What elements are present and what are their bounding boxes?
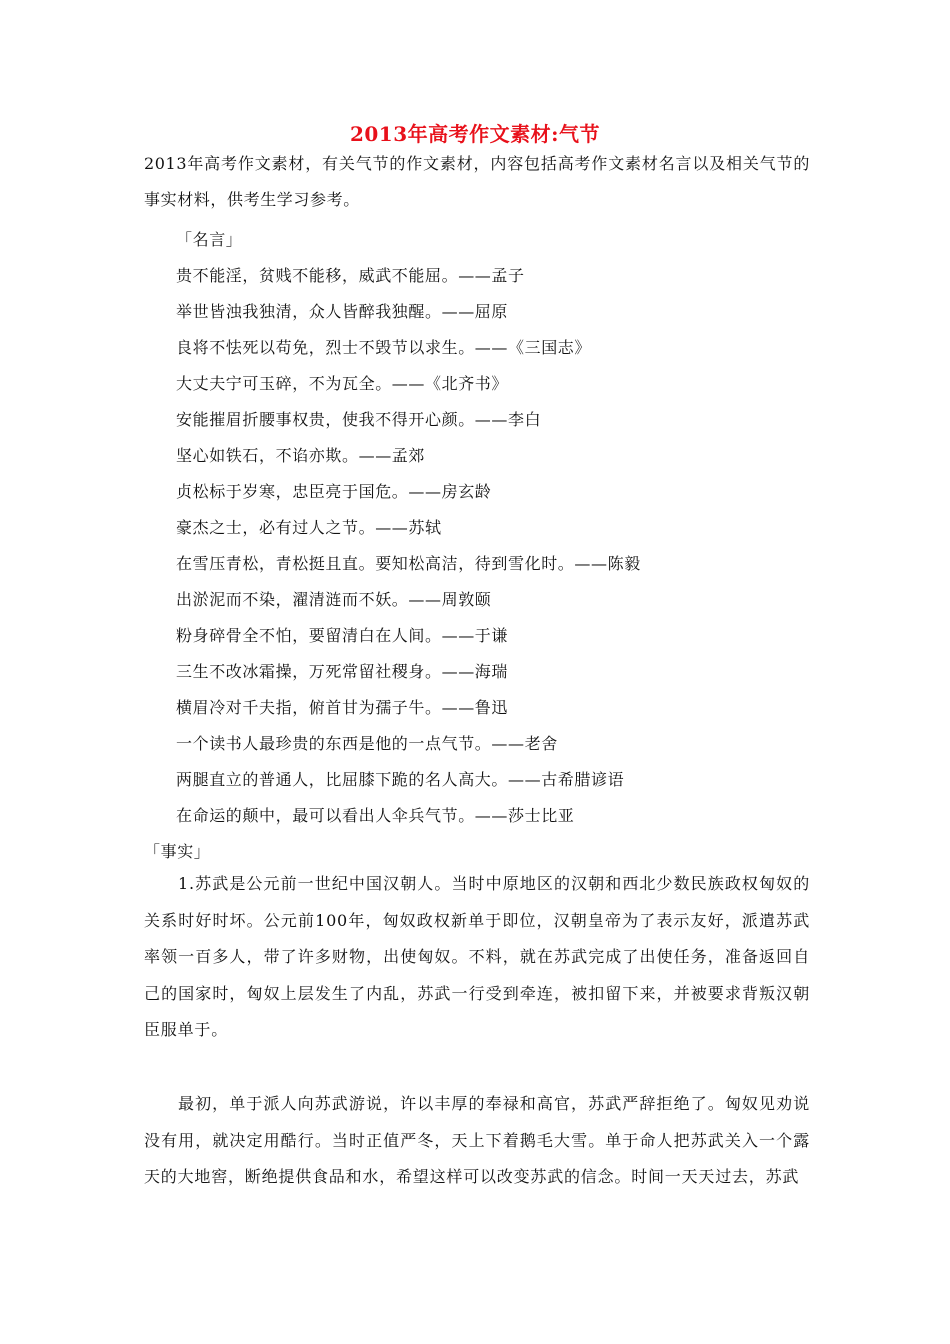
- quote-line: 出淤泥而不染，濯清涟而不妖。——周敦颐: [176, 590, 492, 609]
- quote-line: 豪杰之士，必有过人之节。——苏轼: [176, 518, 442, 537]
- quote-line: 坚心如铁石，不谄亦欺。——孟郊: [176, 446, 426, 465]
- quote-line: 在命运的颠中，最可以看出人伞兵气节。——莎士比亚: [176, 806, 575, 825]
- quote-line: 在雪压青松，青松挺且直。要知松高洁，待到雪化时。——陈毅: [176, 554, 641, 573]
- quote-line: 举世皆浊我独清，众人皆醉我独醒。——屈原: [176, 302, 509, 321]
- intro-paragraph: 2013年高考作文素材，有关气节的作文素材，内容包括高考作文素材名言以及相关气节的事实材料，供考生学习参考。: [144, 154, 810, 209]
- quote-line: 三生不改冰霜操，万死常留社稷身。——海瑞: [176, 662, 509, 681]
- quote-line: 两腿直立的普通人，比屈膝下跪的名人高大。——古希腊谚语: [176, 770, 625, 789]
- quote-line: 贞松标于岁寒，忠臣亮于国危。——房玄龄: [176, 482, 492, 501]
- quote-line: 贵不能淫，贫贱不能移，威武不能屈。——孟子: [176, 266, 525, 285]
- fact-paragraph: 最初，单于派人向苏武游说，许以丰厚的奉禄和高官，苏武严辞拒绝了。匈奴见劝说没有用，就决定用酷行。当时正值严冬，天上下着鹅毛大雪。单于命人把苏武关入一个露天的大地窖，断绝提供食品和水，希望这样可以改变苏武的信念。时间一天天过去，苏武: [144, 1094, 810, 1186]
- quote-line: 一个读书人最珍贵的东西是他的一点气节。——老舍: [176, 734, 558, 753]
- quote-line: 大丈夫宁可玉碎，不为瓦全。——《北齐书》: [176, 374, 509, 393]
- quote-line: 良将不怯死以苟免，烈士不毁节以求生。——《三国志》: [176, 338, 592, 357]
- quote-line: 粉身碎骨全不怕，要留清白在人间。——于谦: [176, 626, 509, 645]
- facts-heading: 「事实」: [144, 842, 211, 861]
- fact-paragraph: 1.苏武是公元前一世纪中国汉朝人。当时中原地区的汉朝和西北少数民族政权匈奴的关系时好时坏。公元前100年，匈奴政权新单于即位，汉朝皇帝为了表示友好，派遣苏武率领一百多人，带了许多财物，出使匈奴。不料，就在苏武完成了出使任务，准备返回自己的国家时，匈奴上层发生了内乱，苏武一行受到牵连，被扣留下来，并被要求背叛汉朝臣服单于。: [144, 874, 810, 1039]
- page-title: 2013年高考作文素材:气节: [349, 122, 601, 146]
- quote-line: 安能摧眉折腰事权贵，使我不得开心颜。——李白: [176, 410, 542, 429]
- quotes-heading: 「名言」: [176, 230, 243, 249]
- quote-line: 横眉冷对千夫指，俯首甘为孺子牛。——鲁迅: [176, 698, 509, 717]
